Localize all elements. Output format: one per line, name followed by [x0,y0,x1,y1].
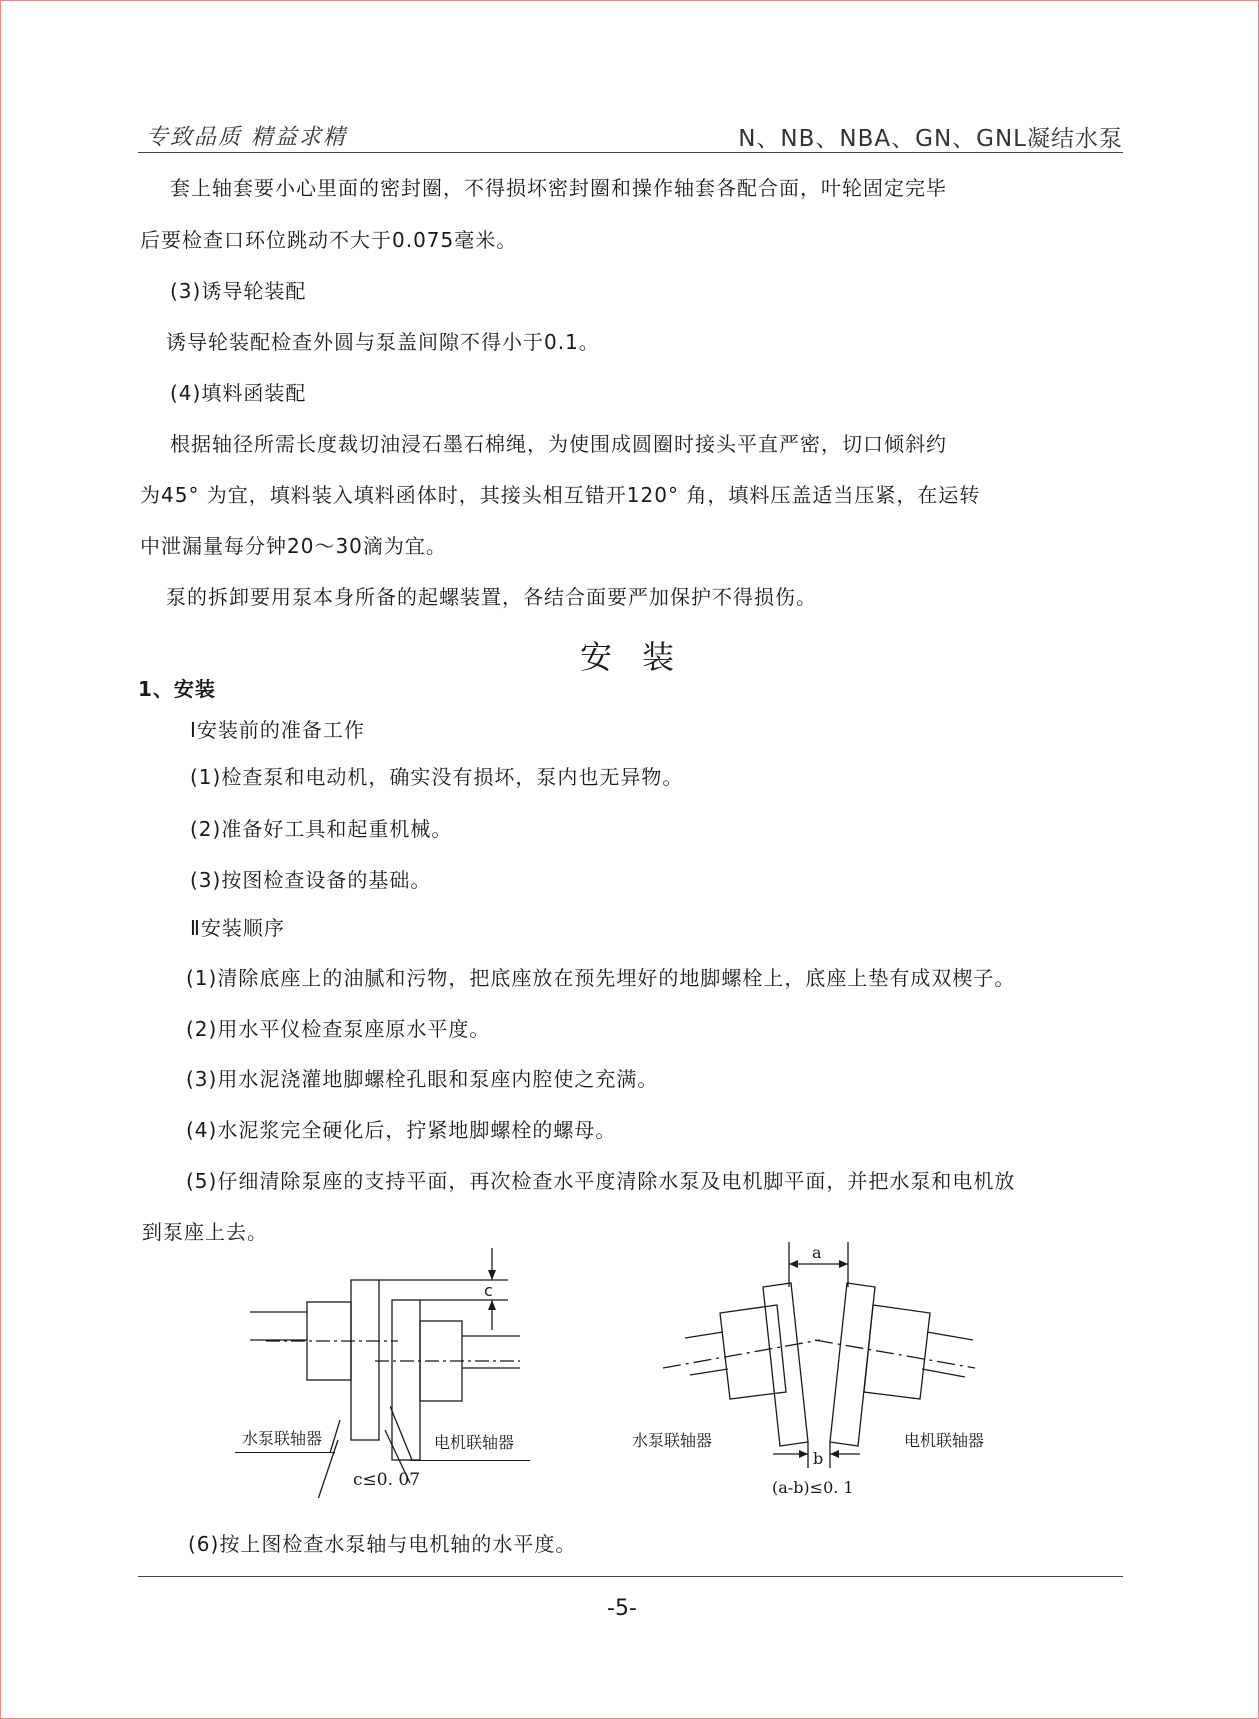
subsection-title: (4)填料函装配 [170,381,307,405]
paragraph-line: 后要检查口环位跳动不大于0.075毫米。 [140,228,518,252]
motor-coupling-label: 电机联轴器 [904,1431,985,1450]
footer-rule [138,1576,1123,1577]
header-product-title: N、NB、NBA、GN、GNL凝结水泵 [738,126,1123,152]
paragraph-line: 诱导轮装配检查外圆与泵盖间隙不得小于0.1。 [166,330,600,354]
list-item: (2)用水平仪检查泵座原水平度。 [186,1017,491,1041]
subsection-title: (3)诱导轮装配 [170,279,307,303]
header-rule [138,152,1123,153]
paragraph-line: 套上轴套要小心里面的密封圈，不得损坏密封圈和操作轴套各配合面，叶轮固定完毕 [170,176,947,200]
list-item: (3)按图检查设备的基础。 [190,868,432,892]
list-item: (4)水泥浆完全硬化后，拧紧地脚螺栓的螺母。 [186,1118,617,1142]
paragraph-line: 中泄漏量每分钟20～30滴为宜。 [140,534,447,558]
list-item: 到泵座上去。 [142,1220,268,1244]
list-item: (1)清除底座上的油腻和污物，把底座放在预先埋好的地脚螺栓上，底座上垫有成双楔子。 [186,966,1016,990]
page-number: -5- [607,1596,637,1621]
label-a: a [812,1243,822,1262]
label-c: c [484,1281,493,1300]
offset-tolerance: c≤0. 07 [353,1470,421,1490]
order-title: Ⅱ安装顺序 [190,916,285,940]
section-heading: 1、安装 [138,677,216,701]
list-item: (6)按上图检查水泵轴与电机轴的水平度。 [188,1532,577,1556]
list-item: (5)仔细清除泵座的支持平面，再次检查水平度清除水泵及电机脚平面，并把水泵和电机放 [186,1169,1016,1193]
paragraph-line: 泵的拆卸要用泵本身所备的起螺装置，各结合面要严加保护不得损伤。 [166,585,817,609]
pump-coupling-label: 水泵联轴器 [242,1429,323,1448]
prep-title: Ⅰ安装前的准备工作 [190,718,365,742]
paragraph-line: 为45° 为宜，填料装入填料函体时，其接头相互错开120° 角，填料压盖适当压紧，在运转 [140,483,981,507]
list-item: (2)准备好工具和起重机械。 [190,817,453,841]
section-title: 安装 [580,638,705,676]
pump-coupling-label: 水泵联轴器 [632,1431,713,1450]
motor-coupling-label: 电机联轴器 [434,1433,515,1452]
paragraph-line: 根据轴径所需长度裁切油浸石墨石棉绳，为使围成圆圈时接头平直严密，切口倾斜约 [170,432,947,456]
angle-tolerance: (a-b)≤0. 1 [772,1478,854,1497]
list-item: (3)用水泥浇灌地脚螺栓孔眼和泵座内腔使之充满。 [186,1067,659,1091]
list-item: (1)检查泵和电动机，确实没有损坏，泵内也无异物。 [190,765,684,789]
header-slogan: 专致品质 精益求精 [146,125,347,150]
label-b: b [813,1449,824,1468]
leader-line [390,1406,430,1466]
